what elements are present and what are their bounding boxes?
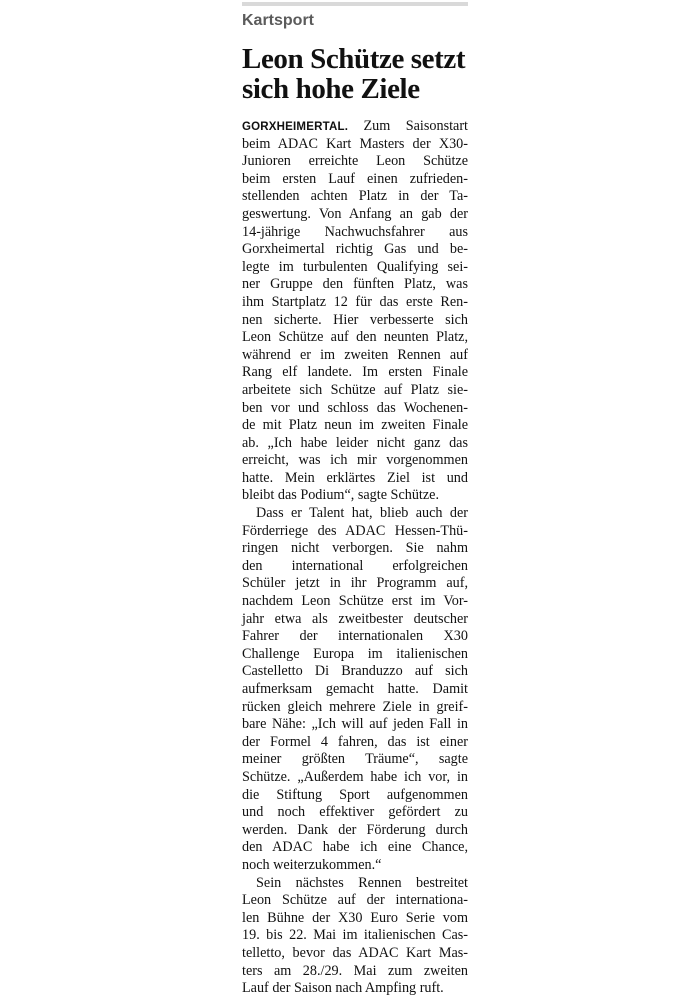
article-line: die Stiftung Sport aufgenommen [242,786,468,803]
article-line: ihm Startplatz 12 für das erste Ren- [242,293,468,310]
article-line: Sein nächstes Rennen bestreitet [256,874,468,891]
headline-line: sich hohe Ziele [242,73,420,105]
article-line: de mit Platz neun im zweiten Finale [242,417,468,434]
article-line: len Bühne der X30 Euro Serie vom [242,909,468,926]
article-line: ner Gruppe den fünften Platz, was [242,276,468,293]
article-line: und noch effektiver gefördert zu [242,804,468,821]
article-line: der Formel 4 fahren, das ist einer [242,733,468,750]
article-line: bare Nähe: „Ich will auf jeden Fall in [242,716,468,733]
article-line: 19. bis 22. Mai im italienischen Cas- [242,927,468,944]
article-line: beim ersten Lauf einen zufrieden- [242,170,468,187]
headline [242,44,472,104]
article-line [242,118,468,136]
article-line: noch weiterzukommen.“ [242,856,382,873]
article-line: nachdem Leon Schütze erst im Vor- [242,593,468,610]
article-line: geswertung. Von Anfang an gab der [242,205,468,222]
article-line: nen sicherte. Hier verbesserte sich [242,311,468,328]
article-line: Förderriege des ADAC Hessen-Thü- [242,522,468,539]
article-line: Lauf der Saison nach Ampfing ruft. [242,980,444,997]
article-line: jahr etwa als zweitbester deutscher [242,610,468,627]
headline-line: Leon Schütze setzt [242,43,466,75]
article-line: den international erfolgreichen [242,557,468,574]
article-line: legte im turbulenten Qualifying sei- [242,258,468,275]
article-line: Gorxheimertal richtig Gas und be- [242,241,468,258]
article-line: Junioren erreichte Leon Schütze [242,153,468,170]
article-line: 14-jährige Nachwuchsfahrer aus [242,223,468,240]
article-line: ab. „Ich habe leider nicht ganz das [242,434,468,451]
article-line: arbeitete sich Schütze auf Platz sie- [242,381,468,398]
dateline: GORXHEIMERTAL. [242,121,349,133]
article-line: bleibt das Podium“, sagte Schütze. [242,487,440,504]
article-line: Fahrer der internationalen X30 [242,628,468,645]
article-line: werden. Dank der Förderung durch [242,821,468,838]
article-line: Schüler jetzt in ihr Programm auf, [242,575,468,592]
article-line: Schütze. „Außerdem habe ich vor, in [242,768,468,785]
article-line: den ADAC habe ich eine Chance, [242,839,468,856]
article-line: Rang elf landete. Im ersten Finale [242,364,468,381]
article-line: erreicht, was ich mir vorgenommen [242,452,468,469]
section-kicker: Kartsport [242,12,315,29]
article-line: aufmerksam gemacht hatte. Damit [242,681,468,697]
article-line: rücken gleich mehrere Ziele in greif- [242,698,468,715]
article-line: ters am 28./29. Mai zum zweiten [242,962,468,979]
article-line: stellenden achten Platz in der Ta- [242,188,468,205]
article-line: Dass er Talent hat, blieb auch der [256,505,468,522]
article-line: während er im zweiten Rennen auf [242,346,468,363]
article-line: hatte. Mein erklärtes Ziel ist und [242,469,468,486]
article-line: beim ADAC Kart Masters der X30- [242,135,468,152]
article-body [242,118,468,998]
article-line: ben vor und schloss das Wochenen- [242,399,468,416]
article-line: Leon Schütze auf der internationa- [242,892,468,909]
article-line: meiner größten Träume“, sagte [242,751,468,768]
article-line-text: Zum Saisonstart [348,118,468,134]
article-line: Challenge Europa im italienischen [242,645,468,662]
article-line: telletto, bevor das ADAC Kart Mas- [242,944,468,961]
article-line: Leon Schütze auf den neunten Platz, [242,329,468,346]
article-line: Castelletto Di Branduzzo auf sich [242,663,468,680]
top-rule [242,2,468,6]
article-line: ringen nicht verborgen. Sie nahm [242,540,468,557]
